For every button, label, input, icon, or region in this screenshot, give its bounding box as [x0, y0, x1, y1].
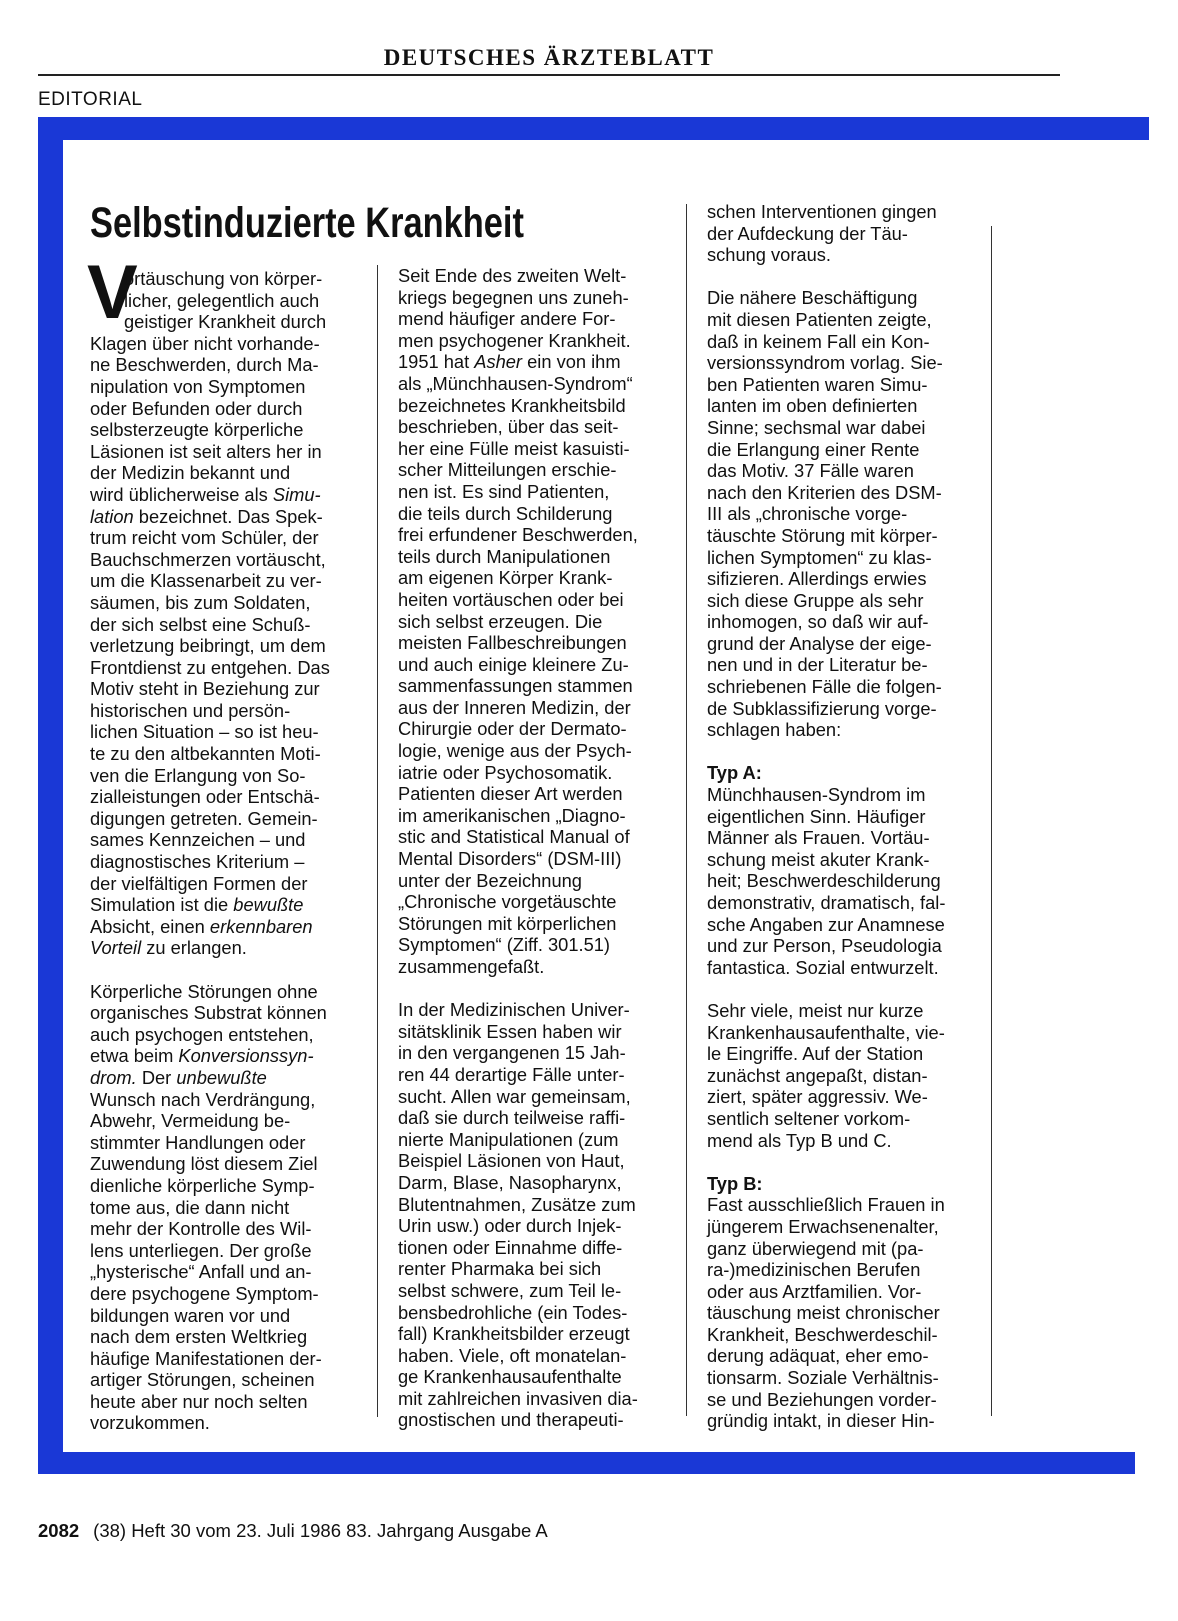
text-line: iatrie oder Psychosomatik.: [398, 761, 613, 783]
page-number: 2082: [38, 1520, 80, 1541]
text-line: oder Befunden oder durch: [90, 397, 303, 419]
text-line: und zur Person, Pseudologia: [707, 935, 942, 957]
text-line: eigentlichen Sinn. Häufiger: [707, 805, 926, 827]
column-1: [87, 250, 358, 1434]
text-line: ziert, später aggressiv. We-: [707, 1086, 928, 1108]
text-line: Chirurgie oder der Dermato-: [398, 718, 627, 740]
text-line: diagnostisches Kriterium –: [90, 851, 305, 873]
text-line: ganz überwiegend mit (pa-: [707, 1237, 924, 1259]
column-2: [398, 265, 666, 1431]
text-line: se und Beziehungen vorder-: [707, 1388, 937, 1410]
text-line: aus der Inneren Medizin, der: [398, 696, 631, 718]
text-line: Absicht, einen erkennbaren: [90, 915, 313, 937]
text-line: sucht. Allen war gemeinsam,: [398, 1085, 631, 1107]
subheading-typ-a: Typ A:: [707, 762, 762, 784]
text-line: täuschte Störung mit körper-: [707, 524, 938, 546]
masthead-rule: [38, 74, 1060, 76]
text-line: zusammengefaßt.: [398, 956, 545, 977]
text-line: fall) Krankheitsbilder erzeugt: [398, 1323, 630, 1345]
text-line: schung meist akuter Krank-: [707, 848, 930, 870]
text-line: bildungen waren vor und: [90, 1304, 291, 1326]
text-line: selbst schwere, zum Teil le-: [398, 1279, 622, 1301]
text-line: Krankenhausaufenthalte, vie-: [707, 1021, 945, 1043]
text-line: um die Klassenarbeit zu ver-: [90, 570, 322, 592]
text-line: gnostischen und therapeuti-: [398, 1409, 624, 1431]
masthead: DEUTSCHES ÄRZTEBLATT: [383, 45, 715, 70]
text-line: unter der Bezeichnung: [398, 869, 582, 891]
text-line: nach den Kriterien des DSM-: [707, 481, 942, 503]
text-line: licher, gelegentlich auch: [124, 289, 320, 311]
text-line: die Erlangung einer Rente: [707, 438, 920, 460]
text-line: grund der Analyse der eige-: [707, 632, 932, 654]
text-line: Wunsch nach Verdrängung,: [90, 1088, 316, 1110]
text-line: le Eingriffe. Auf der Station: [707, 1043, 924, 1065]
text-line: scher Mitteilungen erschie-: [398, 459, 617, 481]
text-line: lation bezeichnet. Das Spek-: [90, 505, 323, 527]
text-line: men psychogener Krankheit.: [398, 329, 631, 351]
text-line: ben Patienten waren Simu-: [707, 373, 928, 395]
text-line: logie, wenige aus der Psych-: [398, 740, 632, 762]
text-line: Mental Disorders“ (DSM-III): [398, 848, 622, 870]
text-line: 1951 hat Asher ein von ihm: [398, 351, 621, 373]
text-line: säumen, bis zum Soldaten,: [90, 591, 311, 613]
text-line: Krankheit, Beschwerdeschil-: [707, 1323, 938, 1345]
text-line: Darm, Blase, Nasopharynx,: [398, 1171, 622, 1193]
text-line: demonstrativ, dramatisch, fal-: [707, 892, 946, 913]
text-line: am eigenen Körper Krank-: [398, 567, 613, 589]
text-line: artiger Störungen, scheinen: [90, 1369, 315, 1391]
column-rule-2: [686, 204, 687, 1416]
text-line: heiten vortäuschen oder bei: [398, 588, 624, 610]
text-line: historischen und persön-: [90, 699, 291, 721]
text-line: „Chronische vorgetäuschte: [398, 891, 617, 913]
text-line: der sich selbst eine Schuß-: [90, 613, 311, 635]
frame-left: [38, 117, 63, 1474]
text-line: ne Beschwerden, durch Ma-: [90, 354, 319, 376]
text-line: Die nähere Beschäftigung: [707, 287, 918, 309]
text-line: das Motiv. 37 Fälle waren: [707, 460, 914, 482]
article-title: Selbstinduzierte Krankheit: [90, 199, 524, 247]
text-line: ortäuschung von körper-: [124, 268, 323, 289]
text-line: Fast ausschließlich Frauen in: [707, 1194, 945, 1216]
text-line: die teils durch Schilderung: [398, 502, 613, 524]
text-line: nen und in der Literatur be-: [707, 654, 928, 676]
text-line: meisten Fallbeschreibungen: [398, 632, 627, 654]
text-line: haben. Viele, oft monatelan-: [398, 1344, 627, 1366]
text-line: lanten im oben definierten: [707, 395, 918, 417]
text-line: wird üblicherweise als Simu-: [90, 483, 321, 505]
text-line: nach dem ersten Weltkrieg: [90, 1326, 308, 1348]
text-line: daß in keinem Fall ein Kon-: [707, 330, 930, 352]
text-line: täuschung meist chronischer: [707, 1302, 940, 1324]
text-line: geistiger Krankheit durch: [124, 311, 327, 333]
text-line: sich diese Gruppe als sehr: [707, 589, 924, 611]
text-line: selbsterzeugte körperliche: [90, 419, 304, 441]
text-line: ven die Erlangung von So-: [90, 764, 306, 786]
text-line: heit; Beschwerdeschilderung: [707, 870, 941, 892]
text-line: tionsarm. Soziale Verhältnis-: [707, 1367, 939, 1389]
text-line: zunächst angepaßt, distan-: [707, 1064, 928, 1086]
text-line: zialleistungen oder Entschä-: [90, 786, 320, 808]
frame-top: [38, 117, 1149, 140]
text-line: drom. Der unbewußte: [90, 1066, 267, 1088]
text-line: als „Münchhausen-Syndrom“: [398, 372, 633, 394]
issue-info: (38) Heft 30 vom 23. Juli 1986 83. Jahrgang Ausgabe A: [93, 1520, 548, 1541]
text-line: beschrieben, über das seit-: [398, 416, 619, 438]
subheading-typ-b: Typ B:: [707, 1172, 763, 1194]
text-line: Zuwendung löst diesem Ziel: [90, 1153, 318, 1175]
text-line: III als „chronische vorge-: [707, 503, 908, 525]
text-line: sifizieren. Allerdings erwies: [707, 568, 927, 590]
paragraph-gap: [707, 266, 985, 288]
page-footer: [38, 1520, 548, 1542]
text-line: Läsionen ist seit alters her in: [90, 440, 322, 462]
text-line: und auch einige kleinere Zu-: [398, 653, 629, 675]
text-line: mehr der Kontrolle des Wil-: [90, 1218, 312, 1240]
text-line: „hysterische“ Anfall und an-: [90, 1261, 312, 1283]
text-line: nen ist. Es sind Patienten,: [398, 480, 610, 502]
text-line: häufige Manifestationen der-: [90, 1347, 322, 1369]
text-line: etwa beim Konversionssyn-: [90, 1045, 314, 1067]
text-line: dienliche körperliche Symp-: [90, 1174, 315, 1196]
column-rule-3: [991, 226, 992, 1416]
text-line: teils durch Manipulationen: [398, 545, 611, 567]
text-line: mend häufiger andere For-: [398, 308, 616, 330]
section-label: EDITORIAL: [38, 89, 143, 110]
text-line: schriebenen Fälle die folgen-: [707, 676, 942, 698]
paragraph-gap: [707, 978, 985, 1000]
paragraph-gap: [90, 959, 358, 981]
text-line: Männer als Frauen. Vortäu-: [707, 827, 930, 849]
text-line: im amerikanischen „Diagno-: [398, 804, 626, 826]
text-line: her eine Fülle meist kasuisti-: [398, 437, 630, 459]
text-line: sche Angaben zur Anamnese: [707, 913, 945, 935]
text-line: Münchhausen-Syndrom im: [707, 784, 926, 806]
text-line: mit diesen Patienten zeigte,: [707, 308, 932, 330]
text-line: gründig intakt, in dieser Hin-: [707, 1410, 935, 1432]
text-line: ra-)medizinischen Berufen: [707, 1259, 921, 1281]
text-line: sich selbst erzeugen. Die: [398, 610, 603, 632]
paragraph-gap: [398, 978, 666, 1000]
text-line: bensbedrohliche (ein Todes-: [398, 1301, 628, 1323]
text-line: tionen oder Einnahme diffe-: [398, 1236, 623, 1258]
text-line: heute aber nur noch selten: [90, 1390, 308, 1412]
text-line: der Medizin bekannt und: [90, 462, 291, 484]
text-line: In der Medizinischen Univer-: [398, 999, 630, 1021]
text-line: versionssyndrom vorlag. Sie-: [707, 352, 943, 374]
text-line: stic and Statistical Manual of: [398, 826, 630, 848]
text-line: in den vergangenen 15 Jah-: [398, 1042, 626, 1064]
text-line: fantastica. Sozial entwurzelt.: [707, 956, 939, 978]
text-line: tome aus, die dann nicht: [90, 1196, 290, 1218]
text-line: der vielfältigen Formen der: [90, 872, 308, 894]
text-line: lens unterliegen. Der große: [90, 1239, 312, 1261]
text-line: Seit Ende des zweiten Welt-: [398, 265, 627, 286]
frame-bottom: [38, 1452, 1135, 1474]
text-line: nierte Manipulationen (zum: [398, 1128, 619, 1150]
text-line: sitätsklinik Essen haben wir: [398, 1020, 622, 1042]
text-line: kriegs begegnen uns zuneh-: [398, 286, 629, 308]
text-line: Blutentnahmen, Zusätze zum: [398, 1193, 636, 1215]
text-line: Störungen mit körperlichen: [398, 912, 617, 934]
text-line: lichen Symptomen“ zu klas-: [707, 546, 932, 568]
text-line: ge Krankenhausaufenthalte: [398, 1366, 622, 1388]
text-line: renter Pharmaka bei sich: [398, 1258, 602, 1280]
text-line: Sinne; sechsmal war dabei: [707, 416, 926, 438]
text-line: Frontdienst zu entgehen. Das: [90, 656, 330, 678]
text-line: Klagen über nicht vorhande-: [90, 332, 320, 354]
text-line: lichen Situation – so ist heu-: [90, 721, 319, 743]
text-line: Beispiel Läsionen von Haut,: [398, 1150, 625, 1172]
text-line: frei erfundener Beschwerden,: [398, 524, 638, 546]
text-line: Urin usw.) oder durch Injek-: [398, 1215, 622, 1237]
text-line: bezeichnetes Krankheitsbild: [398, 394, 626, 416]
text-line: dere psychogene Symptom-: [90, 1282, 319, 1304]
text-line: der Aufdeckung der Täu-: [707, 222, 908, 244]
text-line: ren 44 derartige Fälle unter-: [398, 1063, 625, 1085]
text-line: mend als Typ B und C.: [707, 1129, 892, 1151]
paragraph-gap: [707, 1151, 985, 1173]
text-line: auch psychogen entstehen,: [90, 1023, 314, 1045]
text-line: daß sie durch teilweise raffi-: [398, 1107, 626, 1129]
text-line: organisches Substrat können: [90, 1002, 327, 1024]
text-line: Bauchschmerzen vortäuscht,: [90, 548, 326, 570]
text-line: Sehr viele, meist nur kurze: [707, 999, 924, 1021]
text-line: sammenfassungen stammen: [398, 675, 633, 697]
column-rule-1: [377, 265, 378, 1417]
text-line: vorzukommen.: [90, 1412, 210, 1434]
column-3: [707, 201, 985, 1432]
text-line: mit zahlreichen invasiven dia-: [398, 1387, 638, 1409]
text-line: Motiv steht in Beziehung zur: [90, 678, 320, 700]
text-line: schung voraus.: [707, 244, 831, 266]
text-line: verletzung beibringt, um dem: [90, 635, 326, 657]
text-line: te zu den altbekannten Moti-: [90, 743, 321, 765]
text-line: inhomogen, so daß wir auf-: [707, 611, 929, 633]
text-line: jüngerem Erwachsenenalter,: [707, 1215, 939, 1237]
text-line: de Subklassifizierung vorge-: [707, 697, 937, 719]
text-line: Körperliche Störungen ohne: [90, 980, 318, 1002]
text-line: Abwehr, Vermeidung be-: [90, 1110, 291, 1132]
text-line: Patienten dieser Art werden: [398, 783, 623, 805]
text-line: schen Interventionen gingen: [707, 201, 937, 222]
text-line: nipulation von Symptomen: [90, 375, 306, 397]
text-line: trum reicht vom Schüler, der: [90, 527, 319, 549]
text-line: derung adäquat, eher emo-: [707, 1345, 929, 1367]
text-line: oder aus Arztfamilien. Vor-: [707, 1280, 922, 1302]
text-line: sames Kennzeichen – und: [90, 829, 306, 851]
text-line: stimmter Handlungen oder: [90, 1131, 306, 1153]
text-line: Vorteil zu erlangen.: [90, 937, 247, 959]
text-line: Simulation ist die bewußte: [90, 894, 304, 916]
text-line: sentlich seltener vorkom-: [707, 1107, 911, 1129]
paragraph-gap: [707, 741, 985, 763]
text-line: digungen getreten. Gemein-: [90, 807, 318, 829]
drop-cap: V: [87, 250, 138, 335]
text-line: schlagen haben:: [707, 719, 842, 741]
text-line: Symptomen“ (Ziff. 301.51): [398, 934, 611, 956]
